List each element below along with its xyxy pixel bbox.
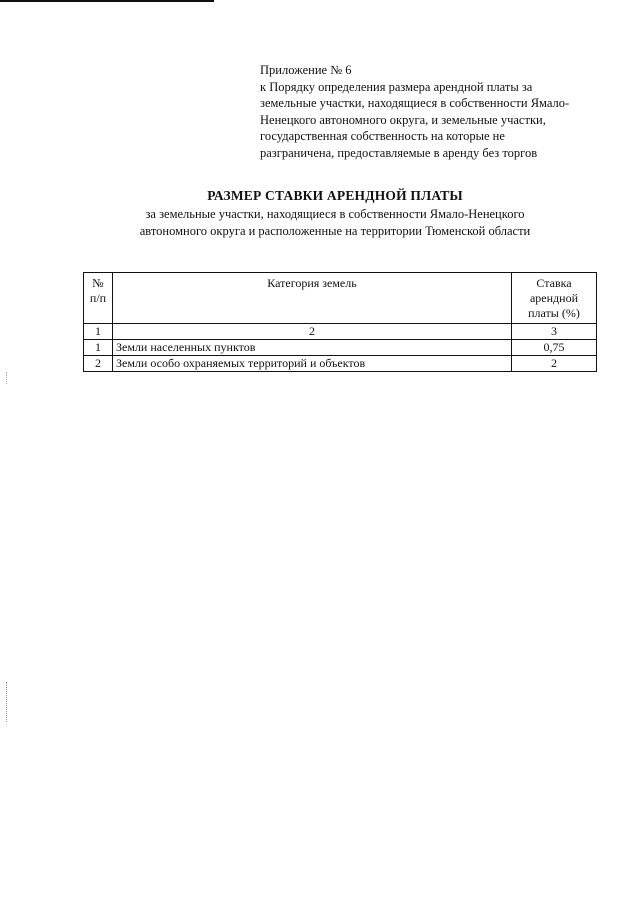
document-subtitle [0, 206, 640, 239]
subtitle-line: автономного округа и расположенные на территории Тюменской области [139, 223, 531, 238]
header-num-line: № [92, 276, 104, 290]
header-num [84, 273, 113, 324]
column-number: 2 [113, 324, 512, 340]
header-category: Категория земель [113, 273, 512, 324]
table-row [84, 356, 597, 372]
table-row [84, 340, 597, 356]
scan-artifact [6, 372, 9, 384]
appendix-line: Приложение № 6 [260, 63, 352, 77]
header-rate-line: платы (%) [528, 306, 580, 320]
column-number: 3 [512, 324, 597, 340]
table-header-row [84, 273, 597, 324]
row-num: 2 [84, 356, 113, 372]
appendix-line: Ненецкого автономного округа, и земельные участки, [260, 112, 546, 127]
row-rate: 0,75 [512, 340, 597, 356]
document-title: РАЗМЕР СТАВКИ АРЕНДНОЙ ПЛАТЫ [207, 188, 463, 203]
row-rate: 2 [512, 356, 597, 372]
column-number: 1 [84, 324, 113, 340]
appendix-line: земельные участки, находящиеся в собственности Ямало- [260, 96, 570, 111]
column-number-row [84, 324, 597, 340]
row-category: Земли особо охраняемых территорий и объектов [113, 356, 512, 372]
subtitle-line: за земельные участки, находящиеся в собственности Ямало-Ненецкого [145, 207, 525, 221]
header-rate-line: Ставка [536, 276, 572, 290]
appendix-line: к Порядку определения размера арендной платы за [260, 79, 533, 94]
header-num-line: п/п [89, 291, 107, 305]
appendix-line: государственная собственность на которые не [260, 129, 505, 144]
appendix-note [260, 62, 600, 162]
header-rate-line: арендной [529, 291, 579, 305]
rates-table [83, 272, 597, 372]
appendix-line: разграничена, предоставляемые в аренду без торгов [260, 145, 538, 160]
top-rule [0, 0, 214, 2]
row-num: 1 [84, 340, 113, 356]
row-category: Земли населенных пунктов [113, 340, 512, 356]
header-rate [512, 273, 597, 324]
scan-artifact [6, 682, 9, 722]
